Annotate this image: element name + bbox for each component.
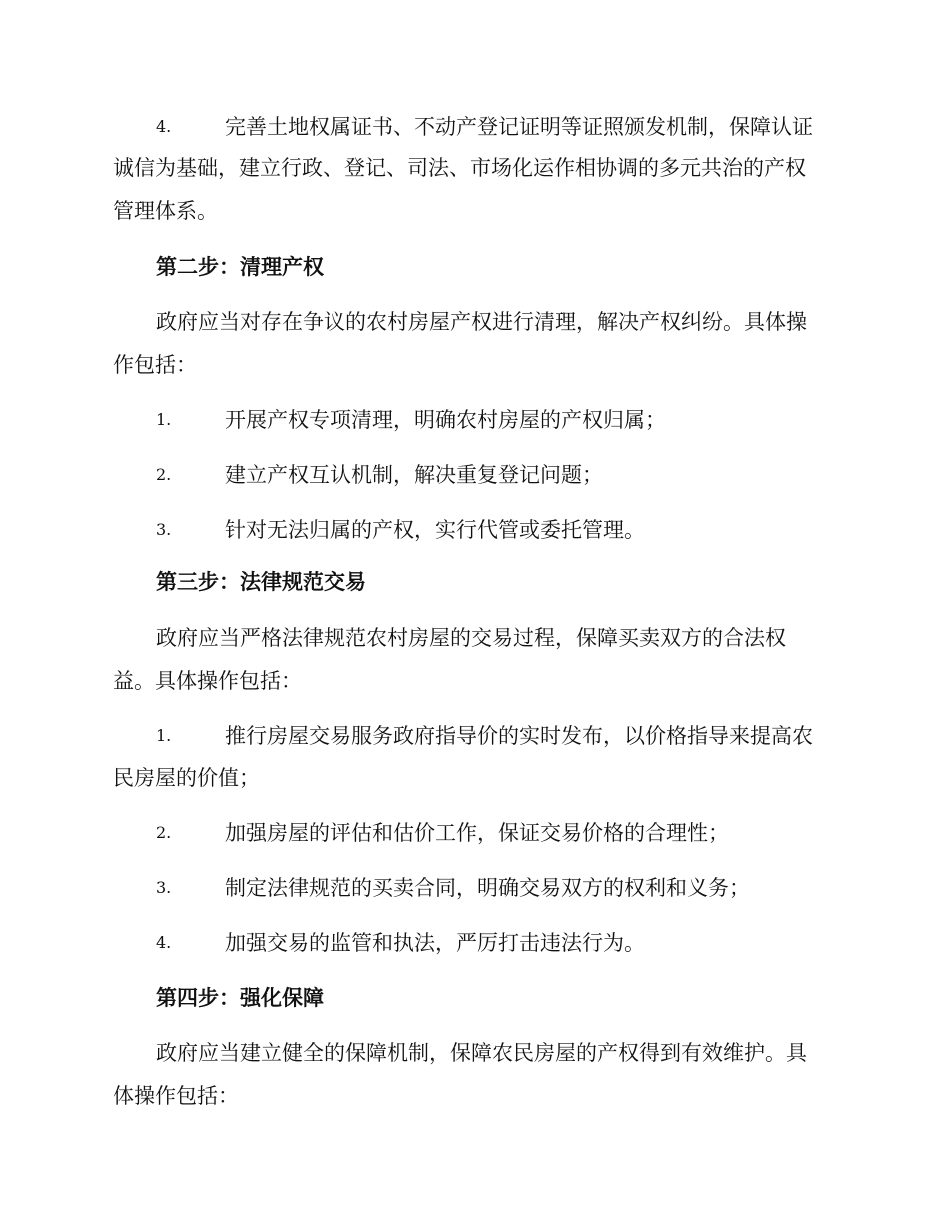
paragraph-line: 政府应当严格法律规范农村房屋的交易过程，保障买卖双方的合法权: [156, 626, 786, 650]
list-number: 2.: [156, 823, 172, 842]
section-heading: 第四步：强化保障: [156, 985, 324, 1010]
list-item-line: 完善土地权属证书、不动产登记证明等证照颁发机制，保障认证: [225, 115, 813, 139]
list-number: 2.: [156, 465, 172, 484]
list-number: 1.: [156, 410, 172, 429]
list-number: 4.: [156, 933, 172, 952]
list-item-line: 针对无法归属的产权，实行代管或委托管理。: [225, 518, 645, 542]
list-number: 3.: [156, 520, 172, 539]
paragraph-line: 体操作包括：: [113, 1084, 239, 1108]
list-number: 3.: [156, 878, 172, 897]
paragraph-line: 政府应当建立健全的保障机制，保障农民房屋的产权得到有效维护。具: [156, 1041, 807, 1065]
paragraph-line: 政府应当对存在争议的农村房屋产权进行清理，解决产权纠纷。具体操: [156, 310, 807, 334]
list-item-line: 民房屋的价值；: [113, 766, 260, 790]
list-item-line: 开展产权专项清理，明确农村房屋的产权归属；: [225, 408, 666, 432]
section-heading: 第二步：清理产权: [156, 254, 324, 279]
list-number: 1.: [156, 726, 172, 745]
list-item-line: 诚信为基础，建立行政、登记、司法、市场化运作相协调的多元共治的产权: [113, 156, 806, 180]
paragraph-line: 益。具体操作包括：: [113, 669, 302, 693]
list-item-line: 建立产权互认机制，解决重复登记问题；: [225, 463, 603, 487]
list-item-line: 加强交易的监管和执法，严厉打击违法行为。: [225, 931, 645, 955]
list-number: 4.: [156, 117, 172, 136]
paragraph-line: 作包括：: [113, 353, 197, 377]
list-item-line: 管理体系。: [113, 199, 218, 223]
section-heading: 第三步：法律规范交易: [156, 569, 366, 594]
list-item-line: 加强房屋的评估和估价工作，保证交易价格的合理性；: [225, 821, 729, 845]
list-item-line: 推行房屋交易服务政府指导价的实时发布，以价格指导来提高农: [225, 724, 813, 748]
list-item-line: 制定法律规范的买卖合同，明确交易双方的权利和义务；: [225, 876, 750, 900]
